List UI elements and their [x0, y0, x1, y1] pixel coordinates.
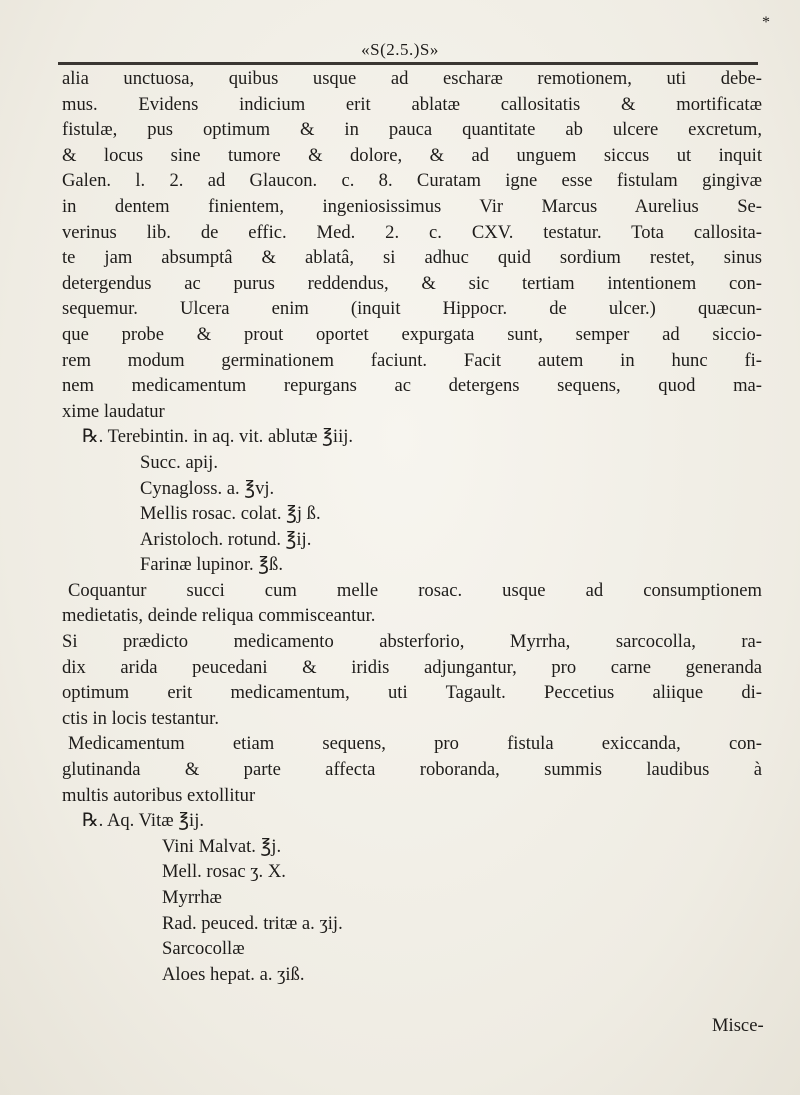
text-line: ctis in locis testantur.: [62, 707, 219, 729]
text-line: Si prædicto medicamento absterforio, Myrrha, sarcocolla, ra-: [62, 631, 762, 653]
text-line: xime laudatur: [62, 400, 165, 422]
text-line: sequemur. Ulcera enim (inquit Hippocr. de ulcer.) quæcun-: [62, 298, 762, 320]
ingredient-line: Sarcocollæ: [162, 938, 245, 960]
text-line: Coquantur succi cum melle rosac. usque ad consumptionem: [68, 579, 762, 601]
recipe-line: ℞. Aq. Vitæ ℥ij.: [82, 810, 205, 832]
recipe-line: ℞. Terebintin. in aq. vit. ablutæ ℥iij.: [82, 426, 354, 448]
ingredient-line: Cynagloss. a. ℥vj.: [140, 477, 275, 499]
text-line: alia unctuosa, quibus usque ad escharæ remotionem, uti debe-: [62, 68, 762, 89]
ingredient-line: Mell. rosac ʒ. X.: [162, 861, 286, 883]
text-line: glutinanda & parte affecta roboranda, summis laudibus à: [62, 759, 762, 781]
text-line: optimum erit medicamentum, uti Tagault. Peccetius aliique di-: [62, 682, 762, 704]
ingredient-line: Aristoloch. rotund. ℥ij.: [140, 528, 312, 550]
text-line: Medicamentum etiam sequens, pro fistula exiccanda, con-: [68, 733, 762, 755]
text-line: multis autoribus extollitur: [62, 784, 256, 806]
text-line: medietatis, deinde reliqua commisceantur.: [62, 605, 376, 627]
ingredient-line: Vini Malvat. ℥j.: [162, 835, 282, 857]
ingredient-line: Rad. peuced. tritæ a. ʒij.: [162, 912, 343, 934]
ingredient-line: Mellis rosac. colat. ℥j ß.: [140, 503, 321, 525]
text-line: rem modum germinationem faciunt. Facit autem in hunc fi-: [62, 349, 762, 371]
ingredient-line: Aloes hepat. a. ʒiß.: [162, 963, 305, 985]
text-line: te jam absumptâ & ablatâ, si adhuc quid sordium restet, sinus: [62, 247, 762, 269]
corner-mark: *: [762, 14, 770, 31]
text-line: nem medicamentum repurgans ac detergens sequens, quod ma-: [62, 375, 762, 397]
text-line: in dentem finientem, ingeniosissimus Vir Marcus Aurelius Se-: [62, 195, 762, 217]
text-line: detergendus ac purus reddendus, & sic tertiam intentionem con-: [62, 272, 762, 294]
body-text: [62, 66, 762, 987]
text-line: Galen. l. 2. ad Glaucon. c. 8. Curatam igne esse fistulam gingivæ: [62, 170, 762, 192]
text-line: mus. Evidens indicium erit ablatæ callositatis & mortificatæ: [62, 93, 762, 115]
ingredient-line: Farinæ lupinor. ℥ß.: [140, 554, 283, 576]
header-rule: [58, 62, 758, 65]
text-line: fistulæ, pus optimum & in pauca quantitate ab ulcere excretum,: [62, 119, 762, 141]
text-line: que probe & prout oportet expurgata sunt, semper ad siccio-: [62, 323, 762, 345]
page-number: «S(2.5.)S»: [361, 40, 439, 59]
text-line: & locus sine tumore & dolore, & ad unguem siccus ut inquit: [62, 144, 762, 166]
text-line: verinus lib. de effic. Med. 2. c. CXV. testatur. Tota callosita-: [62, 221, 762, 243]
catchword: Misce-: [712, 1015, 764, 1036]
ingredient-line: Succ. apij.: [140, 451, 218, 473]
text-line: dix arida peucedani & iridis adjungantur, pro carne generanda: [62, 656, 762, 678]
ingredient-line: Myrrhæ: [162, 887, 222, 908]
